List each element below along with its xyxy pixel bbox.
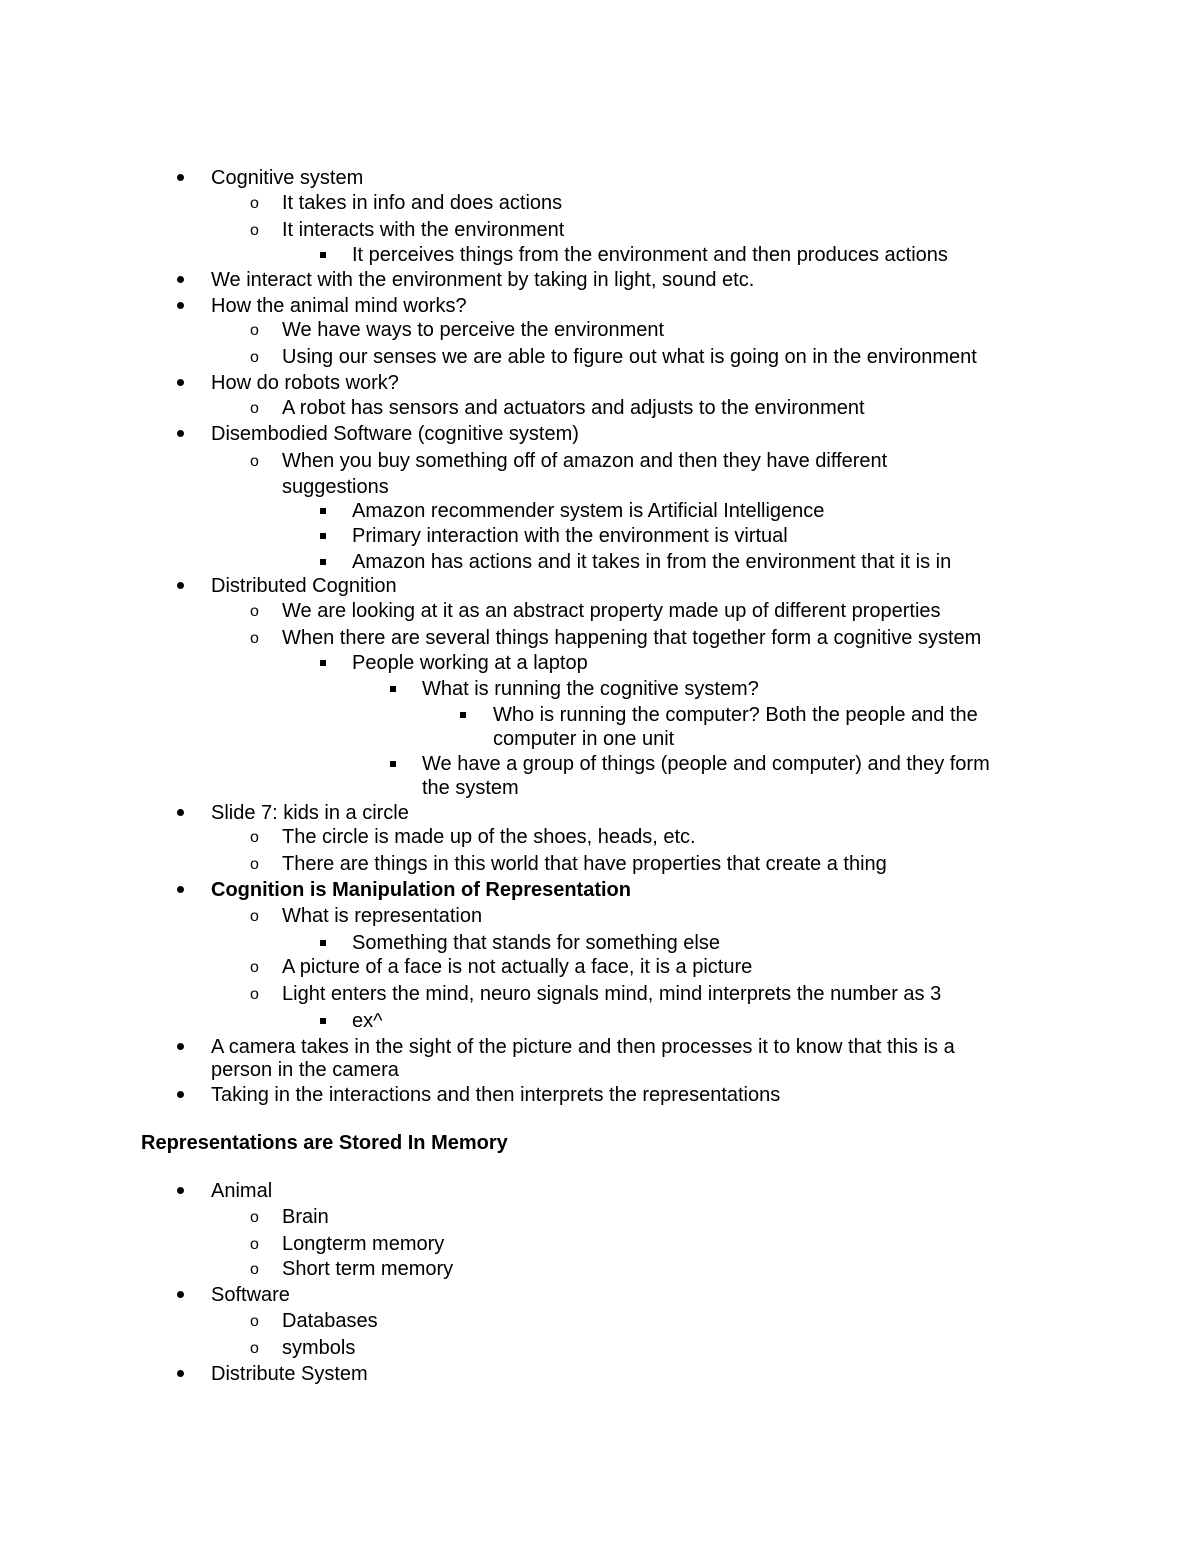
list-item-text: We are looking at it as an abstract property made up of different properties xyxy=(282,600,941,622)
list-item-text: Primary interaction with the environment is virtual xyxy=(352,525,788,547)
list-item-text: There are things in this world that have properties that create a thing xyxy=(282,853,887,875)
list-item-text: People working at a laptop xyxy=(352,652,588,674)
list-item-text: We interact with the environment by taking in light, sound etc. xyxy=(211,269,755,291)
bullet-dot-icon xyxy=(177,1187,184,1194)
bullet-square-icon xyxy=(320,559,326,565)
bullet-square-icon xyxy=(320,660,326,666)
list-item-text: Slide 7: kids in a circle xyxy=(211,802,409,824)
list-item-text: A camera takes in the sight of the picture and then processes it to know that this is a xyxy=(211,1036,955,1058)
bullet-circle-icon: o xyxy=(250,829,259,846)
list-item-text: Animal xyxy=(211,1180,273,1202)
list-item-text: suggestions xyxy=(282,476,389,498)
bullet-square-icon xyxy=(320,940,326,946)
list-item-text: A picture of a face is not actually a face, it is a picture xyxy=(282,956,753,978)
bullet-square-icon xyxy=(460,712,466,718)
list-item-text: We have ways to perceive the environment xyxy=(282,319,665,341)
bullet-square-icon xyxy=(320,252,326,258)
list-item-text: What is representation xyxy=(282,905,483,927)
bullet-circle-icon: o xyxy=(250,856,259,873)
bullet-circle-icon: o xyxy=(250,1236,259,1253)
list-item-text: When there are several things happening that together form a cognitive system xyxy=(282,627,982,649)
list-item-text: ex^ xyxy=(352,1010,383,1032)
list-item-text: Amazon has actions and it takes in from the environment that it is in xyxy=(352,551,952,573)
bullet-circle-icon: o xyxy=(250,222,259,239)
bullet-square-icon xyxy=(320,1018,326,1024)
list-item-text: We have a group of things (people and computer) and they form xyxy=(422,753,990,775)
bullet-dot-icon xyxy=(177,809,184,816)
bullet-dot-icon xyxy=(177,276,184,283)
bullet-circle-icon: o xyxy=(250,400,259,417)
bullet-circle-icon: o xyxy=(250,1313,259,1330)
list-item-text: A robot has sensors and actuators and adjusts to the environment xyxy=(282,397,865,419)
list-item-text: Distribute System xyxy=(211,1363,368,1385)
bullet-square-icon xyxy=(390,761,396,767)
bullet-circle-icon: o xyxy=(250,453,259,470)
list-item-text: Using our senses we are able to figure out what is going on in the environment xyxy=(282,346,977,368)
list-item-text: Disembodied Software (cognitive system) xyxy=(211,423,579,445)
bullet-square-icon xyxy=(320,533,326,539)
bullet-dot-icon xyxy=(177,1091,184,1098)
bullet-dot-icon xyxy=(177,174,184,181)
bullet-circle-icon: o xyxy=(250,630,259,647)
bullet-dot-icon xyxy=(177,1043,184,1050)
list-item-text: Distributed Cognition xyxy=(211,575,397,597)
bullet-dot-icon xyxy=(177,430,184,437)
bullet-circle-icon: o xyxy=(250,986,259,1003)
list-item-text: Longterm memory xyxy=(282,1233,445,1255)
list-item-text: It perceives things from the environment and then produces actions xyxy=(352,244,948,266)
bullet-dot-icon xyxy=(177,886,184,893)
bullet-dot-icon xyxy=(177,1370,184,1377)
list-item-text: It takes in info and does actions xyxy=(282,192,563,214)
list-item-text: Short term memory xyxy=(282,1258,454,1280)
list-item-text: Taking in the interactions and then interprets the representations xyxy=(211,1084,781,1106)
list-item-text: the system xyxy=(422,777,519,799)
bullet-circle-icon: o xyxy=(250,322,259,339)
list-item-text: Something that stands for something else xyxy=(352,932,720,954)
list-item-text: When you buy something off of amazon and then they have different xyxy=(282,450,888,472)
bullet-dot-icon xyxy=(177,302,184,309)
list-item-text: person in the camera xyxy=(211,1059,399,1081)
bullet-circle-icon: o xyxy=(250,195,259,212)
bullet-circle-icon: o xyxy=(250,959,259,976)
list-item-text: What is running the cognitive system? xyxy=(422,678,759,700)
bullet-circle-icon: o xyxy=(250,1261,259,1278)
list-item-text: symbols xyxy=(282,1337,356,1359)
bullet-circle-icon: o xyxy=(250,349,259,366)
bullet-circle-icon: o xyxy=(250,908,259,925)
bullet-circle-icon: o xyxy=(250,1209,259,1226)
list-item-text: Databases xyxy=(282,1310,378,1332)
list-item-text: How do robots work? xyxy=(211,372,399,394)
list-item-text: Cognition is Manipulation of Representation xyxy=(211,879,631,901)
list-item-text: Light enters the mind, neuro signals mind, mind interprets the number as 3 xyxy=(282,983,942,1005)
list-item-text: Software xyxy=(211,1284,290,1306)
bullet-circle-icon: o xyxy=(250,1340,259,1357)
section-heading: Representations are Stored In Memory xyxy=(141,1132,508,1154)
list-item-text: Cognitive system xyxy=(211,167,364,189)
list-item-text: Brain xyxy=(282,1206,329,1228)
bullet-circle-icon: o xyxy=(250,603,259,620)
bullet-square-icon xyxy=(320,508,326,514)
list-item-text: Amazon recommender system is Artificial Intelligence xyxy=(352,500,825,522)
bullet-dot-icon xyxy=(177,582,184,589)
bullet-dot-icon xyxy=(177,379,184,386)
list-item-text: computer in one unit xyxy=(493,728,675,750)
list-item-text: The circle is made up of the shoes, heads, etc. xyxy=(282,826,696,848)
list-item-text: Who is running the computer? Both the people and the xyxy=(493,704,978,726)
list-item-text: It interacts with the environment xyxy=(282,219,565,241)
bullet-square-icon xyxy=(390,686,396,692)
bullet-dot-icon xyxy=(177,1291,184,1298)
list-item-text: How the animal mind works? xyxy=(211,295,467,317)
